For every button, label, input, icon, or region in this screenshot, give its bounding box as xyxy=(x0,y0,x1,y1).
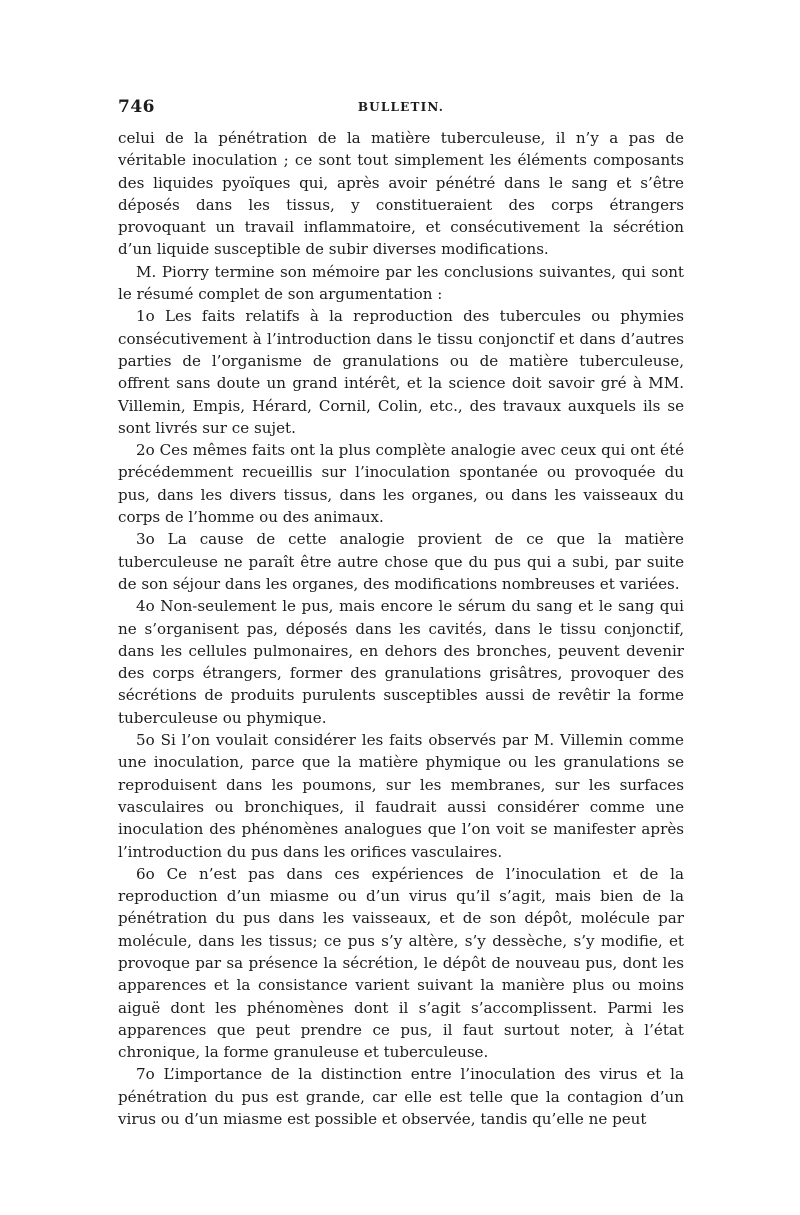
body-text xyxy=(118,127,684,1130)
paragraph-conclusion-3: 3o La cause de cette analogie provient de ce que la matière tuberculeuse ne paraît être autre chose que du pus qui a subi, par suite de son séjour dans les organes, des modifications nombreuses et variées. xyxy=(118,530,684,593)
paragraph-conclusion-7: 7o L’importance de la distinction entre l’inoculation des virus et la pénétration du pus est grande, car elle est telle que la contagion d’un virus ou d’un miasme est possible et observée, tandis qu’elle ne peut xyxy=(118,1065,684,1129)
book-page xyxy=(118,97,684,1130)
paragraph-intro-conclusions: M. Piorry termine son mémoire par les conclusions suivantes, qui sont le résumé complet de son argumentation : xyxy=(118,262,684,304)
paragraph-conclusion-5: 5o Si l’on voulait considérer les faits observés par M. Villemin comme une inoculation, parce que la matière phymique ou les granulations se reproduisent dans les poumons, sur les membranes, sur les surfaces vasculaires ou bronchiques, il faudrait aussi considérer comme une inoculation des phénomènes analogues que l’on voit se manifester après l’introduction du pus dans les orifices vasculaires. xyxy=(118,731,684,861)
paragraph-continuation: celui de la pénétration de la matière tuberculeuse, il n’y a pas de véritable inoculation ; ce sont tout simplement les éléments composants des liquides pyoïques qui, après avoir pénétré dans le sang et s’être déposés dans les tissus, y constitueraient des corps étrangers provoquant un travail inflammatoire, et consécutivement la sécrétion d’un liquide susceptible de subir diverses modifications. xyxy=(118,129,684,259)
paragraph-conclusion-4: 4o Non-seulement le pus, mais encore le sérum du sang et le sang qui ne s’organisent pas, déposés dans les cavités, dans le tissu conjonctif, dans les cellules pulmonaires, en dehors des bronches, peuvent devenir des corps étrangers, former des granulations grisâtres, provoquer des sécrétions de produits purulents susceptibles aussi de revêtir la forme tuberculeuse ou phymique. xyxy=(118,597,684,727)
page-header xyxy=(118,97,684,123)
page-number: 746 xyxy=(118,97,155,117)
paragraph-conclusion-1: 1o Les faits relatifs à la reproduction des tubercules ou phymies consécutivement à l’introduction dans le tissu conjonctif et dans d’autres parties de l’organisme de granulations ou de matière tuberculeuse, offrent sans doute un grand intérêt, et la science doit savoir gré à MM. Villemin, Empis, Hérard, Cornil, Colin, etc., des travaux auxquels ils se sont livrés sur ce sujet. xyxy=(118,307,684,437)
paragraph-conclusion-6: 6o Ce n’est pas dans ces expériences de l’inoculation et de la reproduction d’un miasme ou d’un virus qu’il s’agit, mais bien de la pénétration du pus dans les vaisseaux, et de son dépôt, molécule par molécule, dans les tissus; ce pus s’y altère, s’y dessèche, s’y modifie, et provoque par sa présence la sécrétion, le dépôt de nouveau pus, dont les apparences et la consistance varient suivant la manière plus ou moins aiguë dont les phénomènes dont il s’agit s’accomplissent. Parmi les apparences que peut prendre ce pus, il faut surtout noter, à l’état chronique, la forme granuleuse et tuberculeuse. xyxy=(118,864,684,1062)
running-head: BULLETIN. xyxy=(357,100,445,114)
paragraph-conclusion-2: 2o Ces mêmes faits ont la plus complète analogie avec ceux qui ont été précédemment recueillis sur l’inoculation spontanée ou provoquée du pus, dans les divers tissus, dans les organes, ou dans les vaisseaux du corps de l’homme ou des animaux. xyxy=(118,441,684,527)
